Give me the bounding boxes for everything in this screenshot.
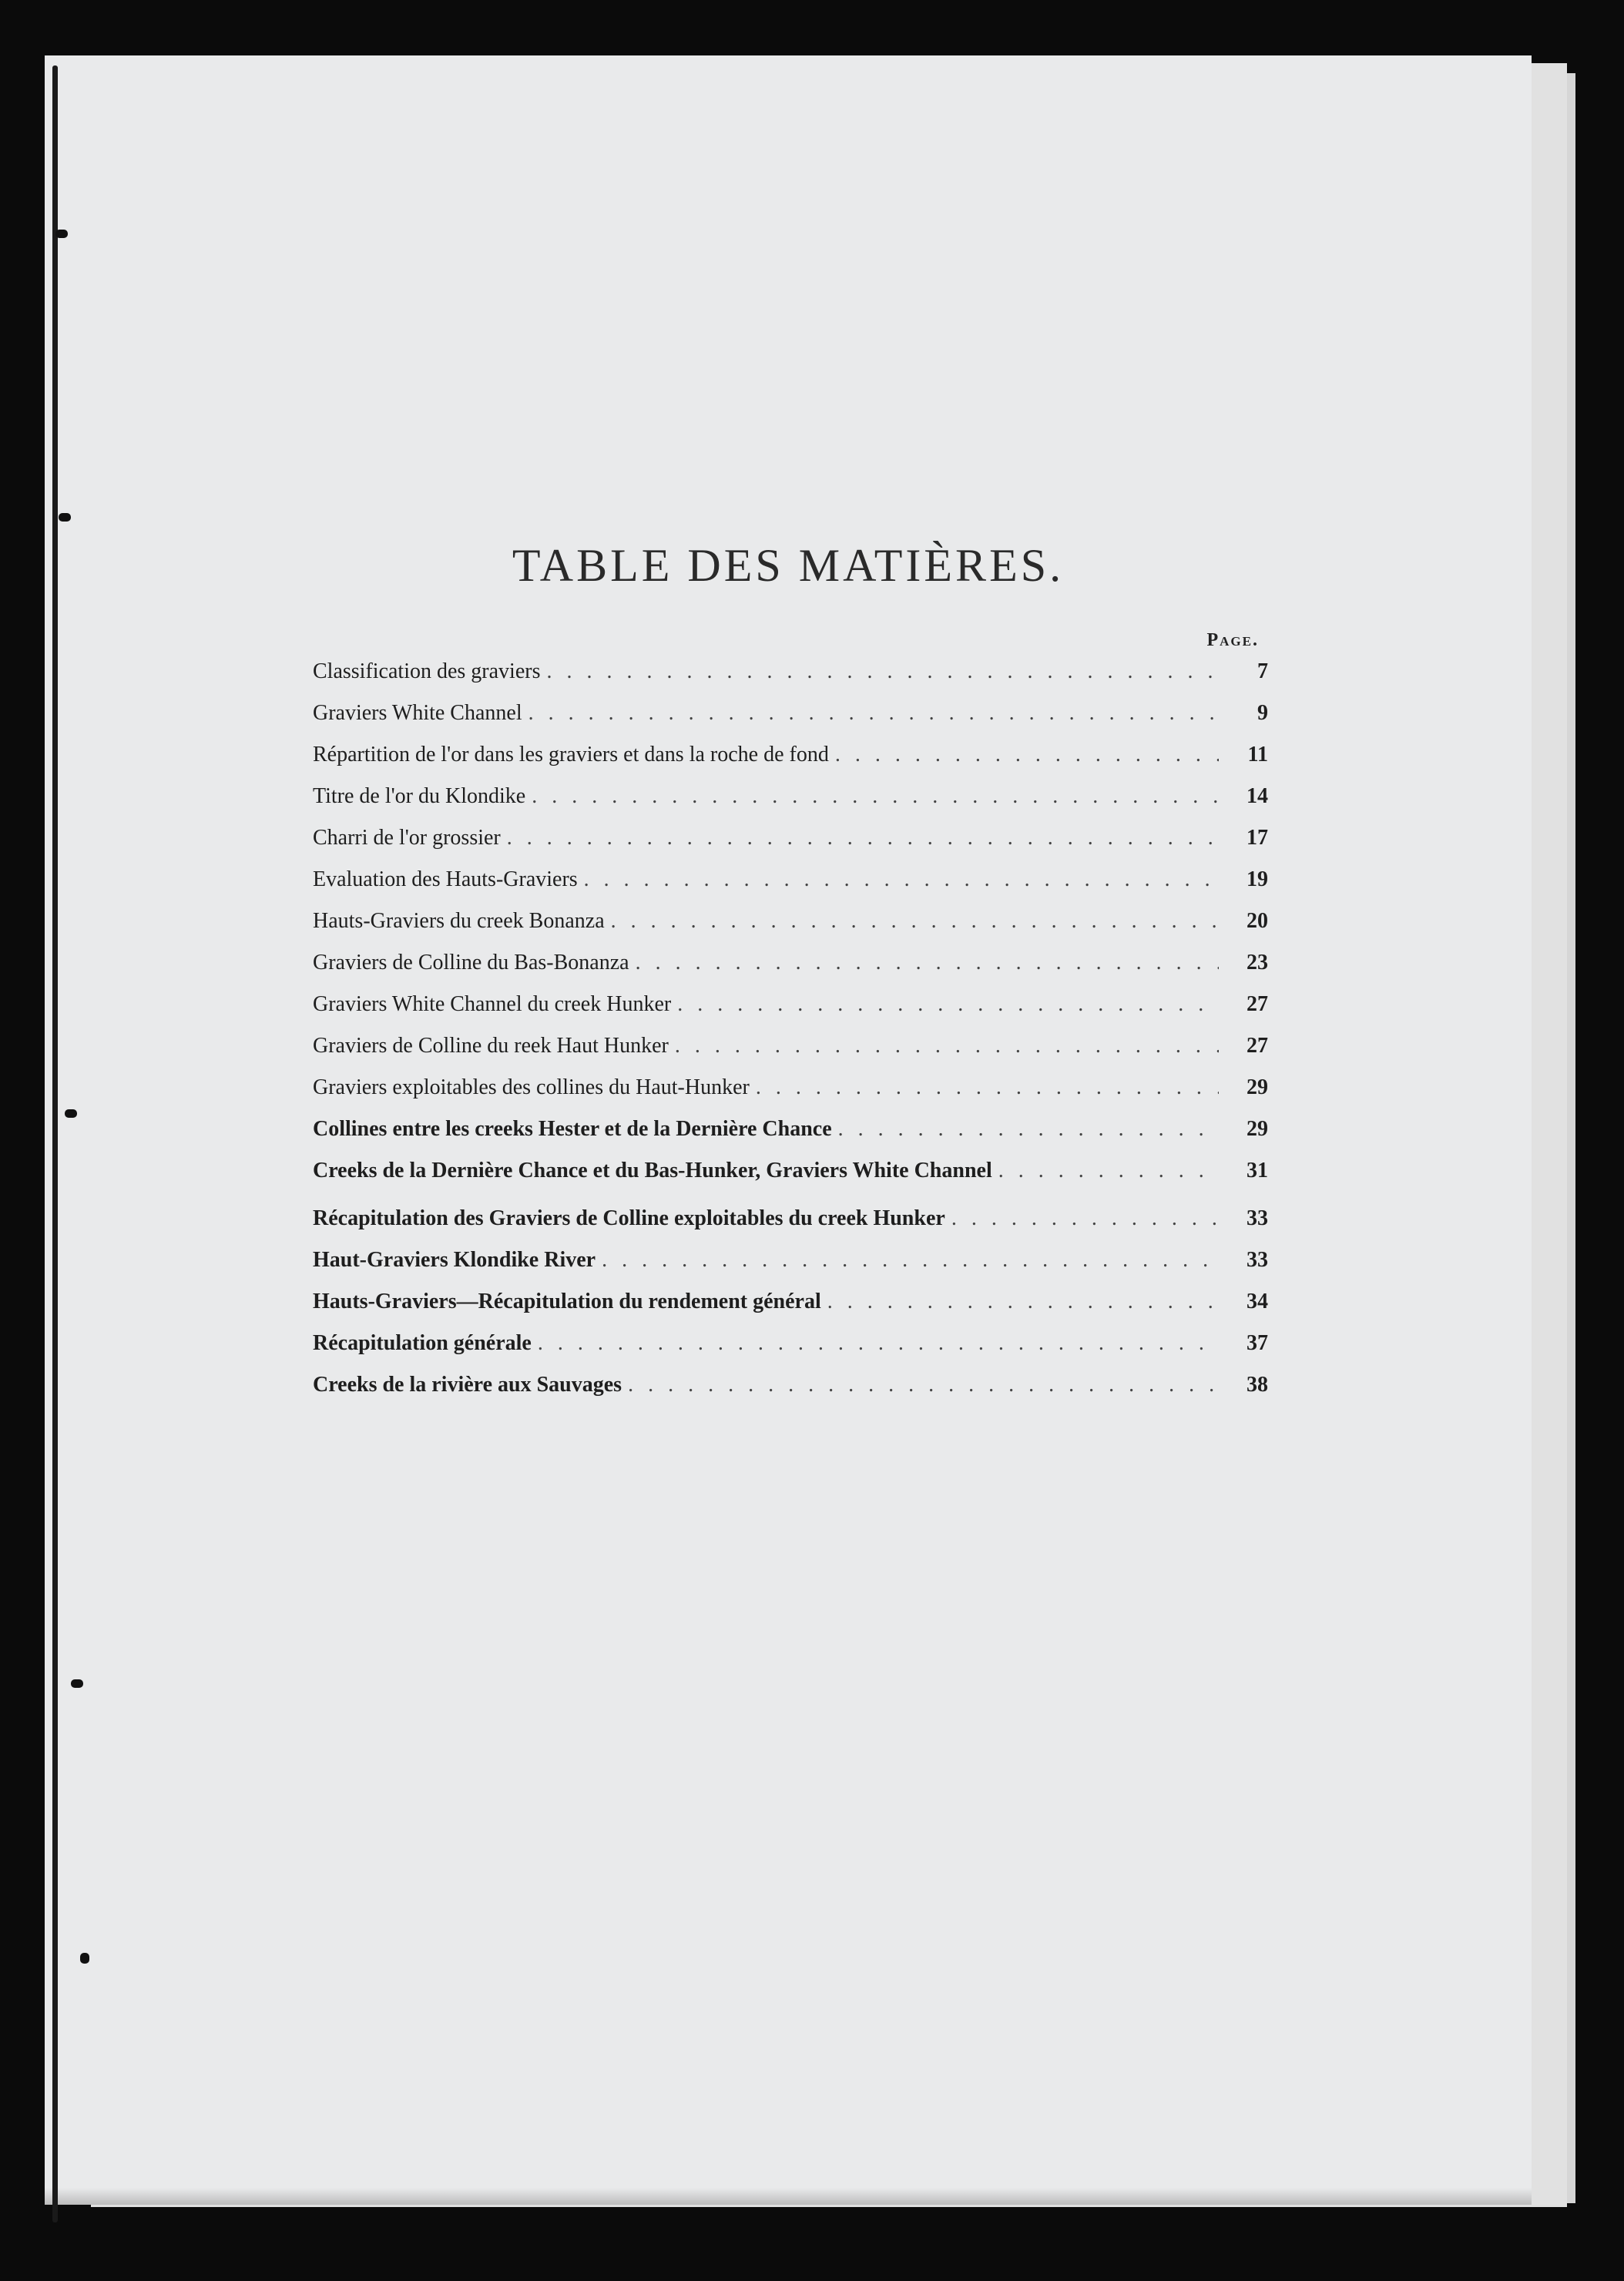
toc-entry-page: 29: [1247, 1075, 1268, 1099]
dot-leader: [507, 826, 1219, 850]
toc-entry-label: Graviers de Colline du Bas-Bonanza: [313, 951, 629, 974]
toc-entry-page: 9: [1257, 701, 1268, 725]
binding-mark: [59, 513, 71, 522]
toc-entry-label: Récapitulation des Graviers de Colline exploitables du creek Hunker: [313, 1206, 945, 1230]
dot-leader: [827, 1290, 1219, 1314]
toc-entry-label: Graviers White Channel du creek Hunker: [313, 992, 672, 1016]
dot-leader: [677, 992, 1219, 1017]
dot-leader: [838, 1117, 1219, 1142]
dot-leader: [675, 1034, 1219, 1058]
toc-entry: [313, 1290, 1268, 1331]
toc-entry: [313, 1034, 1268, 1075]
toc-entry-label: Récapitulation générale: [313, 1331, 532, 1355]
toc-entry-page: 7: [1257, 659, 1268, 683]
binding-mark: [65, 1109, 77, 1118]
toc-entry-label: Graviers White Channel: [313, 701, 522, 725]
toc-entry-page: 29: [1247, 1117, 1268, 1141]
dot-leader: [756, 1075, 1219, 1100]
toc-entry-label: Hauts-Graviers du creek Bonanza: [313, 909, 605, 933]
toc-entry: [313, 701, 1268, 743]
dot-leader: [998, 1159, 1219, 1183]
binding-mark: [80, 1953, 89, 1964]
toc-entry-page: 20: [1247, 909, 1268, 933]
dot-leader: [546, 659, 1219, 684]
toc-entry: [313, 1159, 1268, 1200]
dot-leader: [951, 1206, 1219, 1231]
dot-leader: [628, 1373, 1219, 1397]
dot-leader: [532, 784, 1219, 809]
toc-entry-page: 37: [1247, 1331, 1268, 1355]
toc-entry-page: 19: [1247, 867, 1268, 891]
toc-entry-page: 38: [1247, 1373, 1268, 1397]
toc-entry: [313, 1206, 1268, 1248]
spacer: [313, 1200, 1268, 1206]
toc-entry-label: Graviers de Colline du reek Haut Hunker: [313, 1034, 669, 1058]
binding-mark: [71, 1679, 83, 1688]
toc-entry-label: Classification des graviers: [313, 659, 541, 683]
binding-mark: [55, 230, 68, 238]
dot-leader: [528, 701, 1219, 726]
toc-entry: [313, 659, 1268, 701]
toc-entry-page: 14: [1247, 784, 1268, 808]
toc-entry: [313, 1117, 1268, 1159]
document-page: [45, 55, 1532, 2205]
toc-entry-page: 17: [1247, 826, 1268, 850]
toc-entry: [313, 784, 1268, 826]
toc-entry: [313, 743, 1268, 784]
toc-entry-label: Creeks de la rivière aux Sauvages: [313, 1373, 622, 1397]
toc-entry: [313, 826, 1268, 867]
toc-entry: [313, 1373, 1268, 1414]
dot-leader: [602, 1248, 1219, 1273]
toc-entry-page: 33: [1247, 1206, 1268, 1230]
dot-leader: [611, 909, 1219, 934]
toc-entry-label: Evaluation des Hauts-Graviers: [313, 867, 578, 891]
page-bottom-shadow: [45, 2188, 1532, 2205]
toc-entry-label: Collines entre les creeks Hester et de la Dernière Chance: [313, 1117, 832, 1141]
toc-entry: [313, 1075, 1268, 1117]
toc-entry-page: 27: [1247, 992, 1268, 1016]
binding-line: [52, 65, 58, 2222]
dot-leader: [835, 743, 1219, 767]
dot-leader: [584, 867, 1219, 892]
toc-entry-page: 31: [1247, 1159, 1268, 1182]
toc-entry-page: 34: [1247, 1290, 1268, 1313]
page-column-heading: Page.: [1206, 630, 1259, 650]
toc-entry: [313, 867, 1268, 909]
dot-leader: [636, 951, 1219, 975]
toc-entry-label: Haut-Graviers Klondike River: [313, 1248, 596, 1272]
toc-entry: [313, 992, 1268, 1034]
toc-entry-page: 23: [1247, 951, 1268, 974]
toc-entry-label: Charri de l'or grossier: [313, 826, 501, 850]
toc-entry-label: Répartition de l'or dans les graviers et dans la roche de fond: [313, 743, 829, 766]
toc-entry-page: 11: [1247, 743, 1268, 766]
toc-entry-label: Titre de l'or du Klondike: [313, 784, 526, 808]
toc-entry: [313, 1248, 1268, 1290]
toc-entry-page: 33: [1247, 1248, 1268, 1272]
toc-entry-label: Hauts-Graviers—Récapitulation du rendement général: [313, 1290, 821, 1313]
toc-entry: [313, 951, 1268, 992]
toc-entry: [313, 909, 1268, 951]
toc-entry: [313, 1331, 1268, 1373]
page-title: TABLE DES MATIÈRES.: [512, 540, 1065, 591]
toc-entry-page: 27: [1247, 1034, 1268, 1058]
table-of-contents: [313, 659, 1268, 1414]
dot-leader: [538, 1331, 1219, 1356]
toc-entry-label: Creeks de la Dernière Chance et du Bas-Hunker, Graviers White Channel: [313, 1159, 992, 1182]
toc-entry-label: Graviers exploitables des collines du Haut-Hunker: [313, 1075, 750, 1099]
